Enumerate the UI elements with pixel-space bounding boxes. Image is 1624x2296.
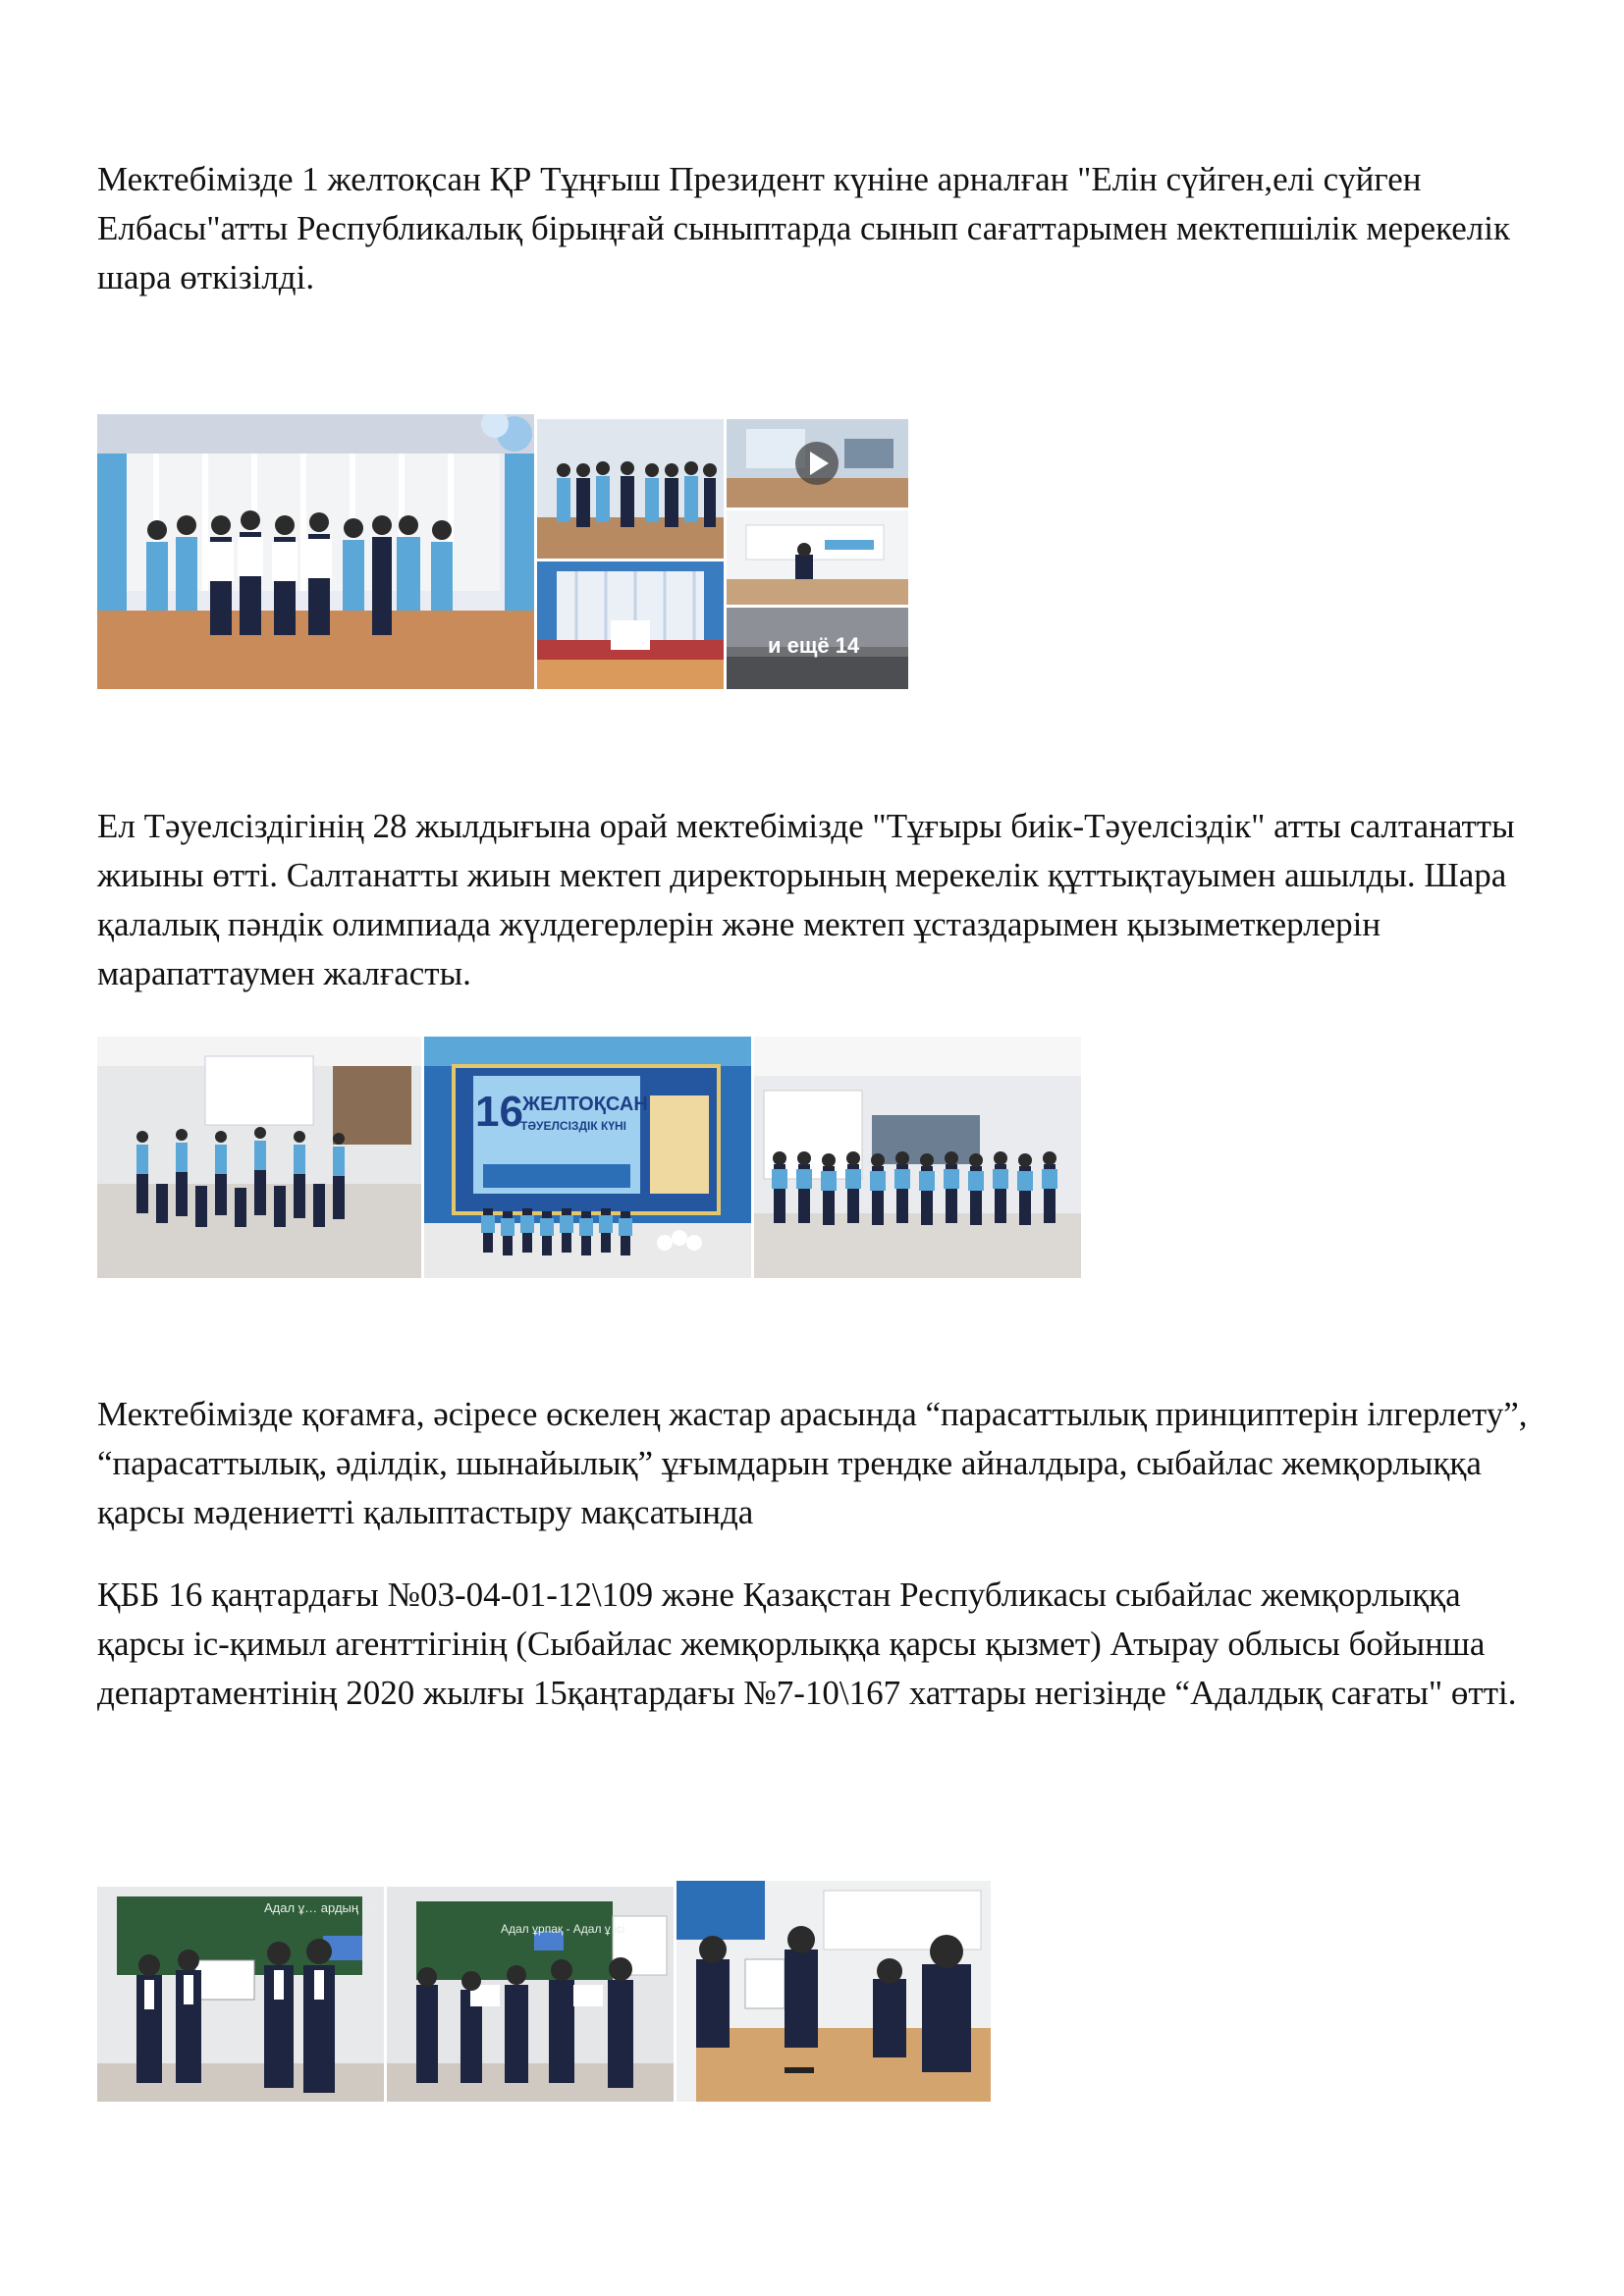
photo-more-thumbnail[interactable] <box>727 608 908 689</box>
banner-subtitle: ТӘУЕЛСІЗДІК КҮНІ <box>520 1119 626 1133</box>
paragraph-3: Мектебімізде қоғамға, әсіресе өскелең жастар арасында “парасаттылық принциптерін ілгерлету”, “парасаттылық, әділдік, шынайылық” ұғымдарын трендке айналдыра, сыбайлас жемқорлыққа қарсы мәдениетті қалыптастыру мақсатында <box>97 1395 1528 1531</box>
photo-video-thumbnail[interactable] <box>727 419 908 507</box>
photo-honesty-hour-1 <box>97 1887 384 2102</box>
board-text-2: Адал ұрпақ - Адал ұ ісі <box>501 1922 625 1936</box>
photo-teacher-classroom <box>727 510 908 605</box>
photo-classroom-students <box>97 1037 421 1278</box>
banner-title: ЖЕЛТОҚСАН <box>522 1094 648 1115</box>
photo-honesty-hour-2 <box>387 1887 674 2102</box>
photo-group-classroom <box>537 419 724 559</box>
photo-independence-day-stage <box>424 1037 751 1278</box>
more-photos-label[interactable]: и ещё 14 <box>768 633 860 658</box>
banner-number: 16 <box>475 1088 523 1136</box>
board-text-1: Адал ұ… ардың ісі <box>264 1900 374 1915</box>
paragraph-2: Ел Тәуелсіздігінің 28 жылдығына орай мектебімізде "Тұғыры биік-Тәуелсіздік" атты салтанатты жиыны өтті. Салтанатты жиын мектеп директорының мерекелік құттықтауымен ашылды. Шара қалалық пәндік олимпиада жүлдегерлерін және мектеп ұстаздарымен қызыметкерлерін марапаттаумен жалғасты. <box>97 807 1515 992</box>
paragraph-4: ҚББ 16 қаңтардағы №03-04-01-12\109 және Қазақстан Республикасы сыбайлас жемқорлыққа қарсы іс-қимыл агенттігінің (Сыбайлас жемқорлыққа қарсы қызмет) Атырау облысы бойынша департаментінің 2020 жылғы 15қаңтардағы №7-10\167 хаттары негізінде “Адалдық сағаты" өтті. <box>97 1575 1517 1712</box>
photo-stage-performance <box>97 414 534 689</box>
photo-students-line <box>754 1037 1081 1278</box>
photo-students-at-desks <box>677 1881 991 2102</box>
paragraph-1: Мектебімізде 1 желтоқсан ҚР Тұңғыш Президент күніне арналған "Елін сүйген,елі сүйген Елбасы"атты Республикалық бірыңғай сыныптарда сынып сағаттарымен мектепшілік мерекелік шара өткізілді. <box>97 160 1510 296</box>
photo-assembly-hall <box>537 561 724 689</box>
